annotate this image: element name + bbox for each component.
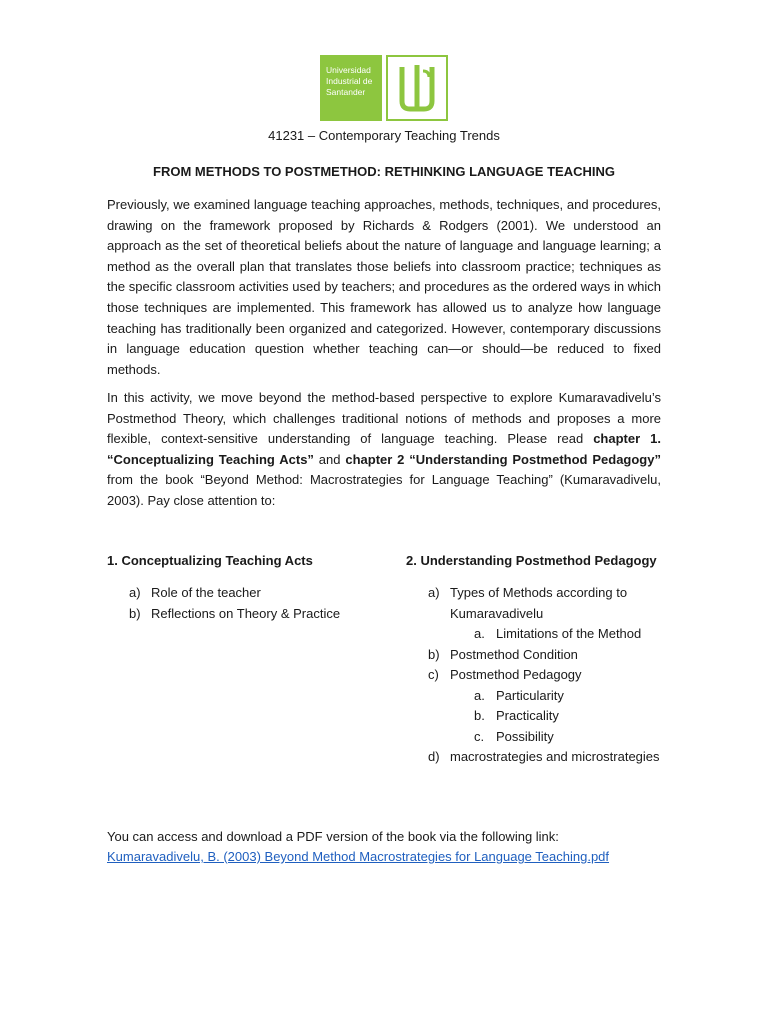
chapter2-reference: chapter 2 “Understanding Postmethod Pedagogy” <box>345 451 661 467</box>
list-marker: a) <box>428 585 440 600</box>
book-pdf-link[interactable]: Kumaravadivelu, B. (2003) Beyond Method Macrostrategies for Language Teaching.pdf <box>107 849 610 864</box>
list-marker: c) <box>428 667 439 682</box>
activity-text-3: from the book “Beyond Method: Macrostrategies for Language Teaching” (Kumaravadivelu, 2003). Pay close attention to: <box>107 472 661 508</box>
list-marker: d) <box>428 749 440 764</box>
list-item-text: Types of Methods according to Kumaravadivelu <box>450 585 628 621</box>
logo-line-2: Industrial de <box>326 76 373 86</box>
list-marker: b) <box>428 646 440 662</box>
list-item-text: macrostrategies and microstrategies <box>450 749 660 764</box>
list-item <box>129 583 340 604</box>
sub-item-text: Practicality <box>496 708 559 723</box>
column2-list <box>428 583 678 768</box>
list-item <box>428 583 678 624</box>
document-title: FROM METHODS TO POSTMETHOD: RETHINKING LANGUAGE TEACHING <box>153 164 615 179</box>
logo-emblem <box>386 55 448 121</box>
uis-emblem-icon <box>388 57 446 119</box>
sub-marker: a. <box>474 687 485 703</box>
column2-heading: 2. Understanding Postmethod Pedagogy <box>406 553 657 568</box>
sub-item-text: Limitations of the Method <box>496 626 642 641</box>
activity-text-1: In this activity, we move beyond the method-based perspective to explore Kumaravadivelu’s Postmethod Theory, which challenges traditional notions of methods and proposes a more flexible, context-sensitive understanding of language teaching. Please read <box>107 390 661 447</box>
chapter1-reference: chapter 1. “Conceptualizing Teaching Acts” <box>107 431 661 467</box>
list-item <box>428 665 678 686</box>
column1-list <box>129 583 340 624</box>
list-marker: a) <box>129 585 141 600</box>
course-code: 41231 – Contemporary Teaching Trends <box>268 128 500 143</box>
activity-text-2: and <box>313 451 346 467</box>
list-item <box>428 645 678 666</box>
activity-paragraph <box>107 388 661 512</box>
sub-item-text: Particularity <box>496 687 564 703</box>
list-marker: b) <box>129 605 141 621</box>
logo-line-3: Santander <box>326 87 366 97</box>
list-item <box>129 604 340 625</box>
list-item-text: Postmethod Condition <box>450 646 578 662</box>
sub-marker: b. <box>474 708 485 723</box>
sub-marker: a. <box>474 626 485 641</box>
sub-list-item <box>428 727 678 748</box>
access-instructions: You can access and download a PDF version of the book via the following link: <box>107 829 559 844</box>
sub-list-item <box>428 624 678 645</box>
sub-marker: c. <box>474 728 485 744</box>
list-item-text: Role of the teacher <box>151 585 261 600</box>
column1-heading: 1. Conceptualizing Teaching Acts <box>107 553 313 568</box>
university-logo <box>320 55 450 121</box>
list-item-text: Postmethod Pedagogy <box>450 667 582 682</box>
list-item-text: Reflections on Theory & Practice <box>151 605 341 621</box>
logo-text-box <box>320 55 382 121</box>
sub-item-text: Possibility <box>496 728 554 744</box>
logo-line-1: Universidad <box>326 65 371 75</box>
intro-paragraph: Previously, we examined language teaching approaches, methods, techniques, and procedures, drawing on the framework proposed by Richards & Rodgers (2001). We understood an approach as the set of theoretical beliefs about the nature of language and language learning; a method as the overall plan that translates those beliefs into classroom practice; techniques as the specific classroom activities used by teachers; and procedures as the ordered ways in which those techniques are implemented. This framework has allowed us to analyze how language teaching has traditionally been organized and categorized. However, contemporary discussions in language education question whether teaching can—or should—be reduced to fixed methods. <box>107 197 661 377</box>
sub-list-item <box>428 686 678 707</box>
list-item <box>428 747 678 768</box>
sub-list-item <box>428 706 678 727</box>
